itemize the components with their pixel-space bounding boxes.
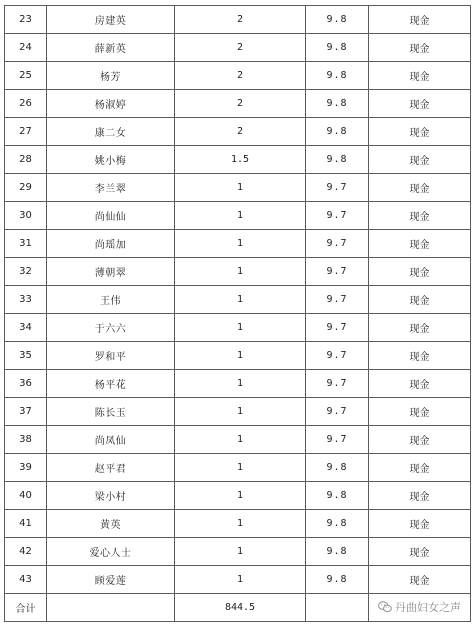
row-number: 28: [5, 146, 47, 174]
donor-name: 黄英: [47, 510, 175, 538]
table-row: [5, 538, 471, 566]
row-number: 38: [5, 426, 47, 454]
unit-price: 9.8: [306, 454, 369, 482]
unit-price: 9.8: [306, 146, 369, 174]
donation-quantity: 1: [175, 286, 306, 314]
unit-price: 9.7: [306, 258, 369, 286]
table-row: [5, 6, 471, 34]
row-number: 31: [5, 230, 47, 258]
donation-quantity: 1: [175, 230, 306, 258]
row-number: 37: [5, 398, 47, 426]
total-qty: 844.5: [175, 594, 306, 622]
table-row: [5, 566, 471, 594]
donation-quantity: 1: [175, 510, 306, 538]
donor-name: 尚仙仙: [47, 202, 175, 230]
donor-name: 爱心人士: [47, 538, 175, 566]
row-number: 40: [5, 482, 47, 510]
table-row: [5, 230, 471, 258]
unit-price: 9.8: [306, 566, 369, 594]
donor-name: 赵平君: [47, 454, 175, 482]
donor-name: 杨淑婷: [47, 90, 175, 118]
table-row: [5, 286, 471, 314]
donor-name: 杨芳: [47, 62, 175, 90]
unit-price: 9.7: [306, 286, 369, 314]
unit-price: 9.7: [306, 230, 369, 258]
row-number: 30: [5, 202, 47, 230]
row-number: 26: [5, 90, 47, 118]
total-name-cell: [47, 594, 175, 622]
donation-quantity: 1: [175, 538, 306, 566]
payment-method: 现金: [369, 6, 471, 34]
payment-method: 现金: [369, 286, 471, 314]
donor-name: 薄朝翠: [47, 258, 175, 286]
payment-method: 现金: [369, 202, 471, 230]
unit-price: 9.7: [306, 202, 369, 230]
table-row: [5, 342, 471, 370]
row-number: 35: [5, 342, 47, 370]
table-row: [5, 202, 471, 230]
donor-name: 顾爱莲: [47, 566, 175, 594]
table-row: [5, 370, 471, 398]
payment-method: 现金: [369, 258, 471, 286]
donor-name: 康二女: [47, 118, 175, 146]
unit-price: 9.7: [306, 342, 369, 370]
donor-name: 梁小村: [47, 482, 175, 510]
table-row: [5, 482, 471, 510]
donation-quantity: 1: [175, 566, 306, 594]
total-price-cell: [306, 594, 369, 622]
unit-price: 9.8: [306, 510, 369, 538]
payment-method: 现金: [369, 426, 471, 454]
donor-name: 尚凤仙: [47, 426, 175, 454]
row-number: 42: [5, 538, 47, 566]
donation-quantity: 2: [175, 62, 306, 90]
unit-price: 9.8: [306, 90, 369, 118]
donation-quantity: 2: [175, 118, 306, 146]
donor-name: 房建英: [47, 6, 175, 34]
table-row: [5, 258, 471, 286]
unit-price: 9.7: [306, 174, 369, 202]
unit-price: 9.7: [306, 314, 369, 342]
unit-price: 9.8: [306, 482, 369, 510]
watermark-text: 丹曲妇女之声: [395, 601, 461, 614]
payment-method: 现金: [369, 398, 471, 426]
donor-name: 李兰翠: [47, 174, 175, 202]
unit-price: 9.8: [306, 118, 369, 146]
payment-method: 现金: [369, 538, 471, 566]
total-label: 合计: [5, 594, 47, 622]
table-row: [5, 62, 471, 90]
donation-quantity: 2: [175, 34, 306, 62]
total-row: [5, 594, 471, 622]
row-number: 23: [5, 6, 47, 34]
payment-method: 现金: [369, 566, 471, 594]
table-row: [5, 90, 471, 118]
donor-name: 尚瑶加: [47, 230, 175, 258]
unit-price: 9.8: [306, 62, 369, 90]
donation-quantity: 1: [175, 398, 306, 426]
donor-name: 于六六: [47, 314, 175, 342]
payment-method: 现金: [369, 62, 471, 90]
donor-name: 姚小梅: [47, 146, 175, 174]
payment-method: 现金: [369, 174, 471, 202]
payment-method: 现金: [369, 146, 471, 174]
payment-method: 现金: [369, 342, 471, 370]
table-row: [5, 146, 471, 174]
donation-quantity: 1: [175, 174, 306, 202]
donor-name: 王伟: [47, 286, 175, 314]
donation-quantity: 2: [175, 6, 306, 34]
payment-method: 现金: [369, 482, 471, 510]
donation-quantity: 1.5: [175, 146, 306, 174]
table-row: [5, 426, 471, 454]
row-number: 24: [5, 34, 47, 62]
donation-quantity: 1: [175, 482, 306, 510]
table-row: [5, 34, 471, 62]
wechat-icon: [378, 601, 392, 613]
row-number: 27: [5, 118, 47, 146]
table-row: [5, 174, 471, 202]
payment-method: 现金: [369, 230, 471, 258]
payment-method: 现金: [369, 90, 471, 118]
donor-name: 陈长玉: [47, 398, 175, 426]
donation-quantity: 1: [175, 202, 306, 230]
unit-price: 9.8: [306, 538, 369, 566]
donation-quantity: 1: [175, 314, 306, 342]
table-body: [5, 6, 471, 594]
unit-price: 9.7: [306, 426, 369, 454]
row-number: 33: [5, 286, 47, 314]
payment-method: 现金: [369, 510, 471, 538]
row-number: 29: [5, 174, 47, 202]
payment-method: 现金: [369, 370, 471, 398]
row-number: 36: [5, 370, 47, 398]
unit-price: 9.8: [306, 6, 369, 34]
donation-quantity: 1: [175, 258, 306, 286]
payment-method: 现金: [369, 118, 471, 146]
unit-price: 9.7: [306, 398, 369, 426]
donation-quantity: 1: [175, 370, 306, 398]
donation-quantity: 2: [175, 90, 306, 118]
row-number: 32: [5, 258, 47, 286]
watermark-cell: [369, 594, 471, 622]
row-number: 25: [5, 62, 47, 90]
donation-quantity: 1: [175, 426, 306, 454]
table-row: [5, 314, 471, 342]
donor-name: 杨平花: [47, 370, 175, 398]
table-row: [5, 510, 471, 538]
table-row: [5, 454, 471, 482]
donor-name: 薛新英: [47, 34, 175, 62]
donor-name: 罗和平: [47, 342, 175, 370]
donation-quantity: 1: [175, 342, 306, 370]
row-number: 39: [5, 454, 47, 482]
table-row: [5, 398, 471, 426]
row-number: 41: [5, 510, 47, 538]
row-number: 43: [5, 566, 47, 594]
donation-table: [4, 5, 471, 622]
row-number: 34: [5, 314, 47, 342]
donation-quantity: 1: [175, 454, 306, 482]
watermark: [378, 599, 461, 615]
table-row: [5, 118, 471, 146]
payment-method: 现金: [369, 34, 471, 62]
unit-price: 9.8: [306, 34, 369, 62]
payment-method: 现金: [369, 314, 471, 342]
unit-price: 9.7: [306, 370, 369, 398]
payment-method: 现金: [369, 454, 471, 482]
